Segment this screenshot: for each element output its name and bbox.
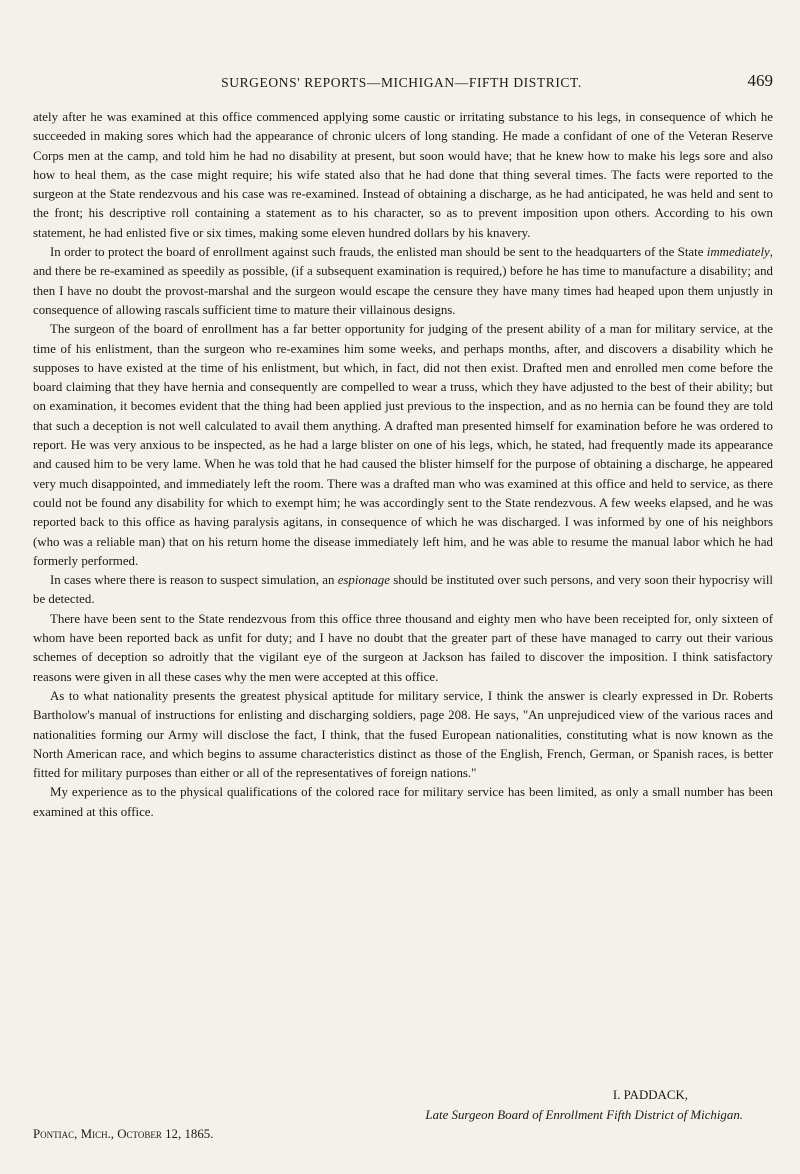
- page-number: 469: [747, 71, 773, 90]
- signature-name: I. PADDACK,: [612, 1088, 688, 1102]
- paragraph-3: The surgeon of the board of enrollment has a far better opportunity for judging of the present ability of a man for military service, at the time of his enlistment, than the surgeon who re-examines him some weeks, and perhaps months, after, and discovers a disability which he supposes to have existed at the time of his enlistment, but which, in fact, did not then exist. Drafted men and enrolled men come before the board claiming that they have hernia and consequently are compelled to wear a truss, which they have adjusted to the best of their ability; but on examination, it becomes evident that the thing had been applied just previous to the inspection, and as no hernia can be found they are told that such a deception is not well calculated to avail them anything. A drafted man presented himself for examination before he was ordered to report. He was very anxious to be inspected, as he had a large blister on one of his legs, which, he stated, had frequently made its appearance and caused him to be very lame. When he was told that he had caused the blister himself for the purpose of obtaining a discharge, he appeared very much disappointed, and immediately left the room. There was a drafted man who was examined at this office and held to service, as there could not be found any disability for which to exempt him; he was accordingly sent to the State rendezvous. A few weeks elapsed, and he was reported back to this office as having paralysis agitans, in consequence of which he was discharged. I was informed by one of his neighbors (who was a reliable man) that on his return home the disease immediately left him, and he was able to resume the manual labor which he had formerly performed.: [33, 322, 773, 568]
- emphasis-immediately: immediately: [706, 245, 770, 260]
- paragraph-4-text-a: In cases where there is reason to suspect simulation, an: [50, 573, 338, 588]
- paragraph-7: My experience as to the physical qualifications of the colored race for military service has been limited, as only a small number has been examined at this office.: [33, 785, 773, 819]
- paragraph-4: [33, 571, 773, 610]
- paragraph-2-text-b: , and there be re-examined as speedily as possible, (if a subsequent examination is required,) before he has time to manufacture a disability; and then I have no doubt the provost-marshal and the surgeon would escape the censure they have many times had heaped upon them unjustly in consequence of allowing rascals sufficient time to mature their villainous designs.: [33, 245, 773, 317]
- running-head: SURGEONS' REPORTS—MICHIGAN—FIFTH DISTRICT.: [221, 75, 582, 90]
- paragraph-6: As to what nationality presents the greatest physical aptitude for military service, I think the answer is clearly expressed in Dr. Roberts Bartholow's manual of instructions for enlisting and discharging soldiers, page 208. He says, "An unprejudiced view of the various races and nationalities forming our Army will disclose the fact, I think, that the fused European nationalities, constituting what is now known as the North American race, and which begins to assume characteristics distinct as those of the English, French, German, or Spanish races, is better fitted for military purposes than either or all of the representatives of foreign nations.": [33, 688, 773, 781]
- paragraph-5: There have been sent to the State rendezvous from this office three thousand and eighty men who have been receipted for, only sixteen of whom have been reported back as unfit for duty; and I have no doubt that the greater part of these have managed to carry out their various schemes of deception so adroitly that the vigilant eye of the surgeon at Jackson has failed to discover the imposition. I think satisfactory reasons were given in all these cases why the men were accepted at this office.: [33, 611, 773, 684]
- emphasis-espionage: espionage: [337, 573, 390, 588]
- place-and-date: Pontiac, Mich., October 12, 1865.: [33, 1127, 214, 1141]
- signature-title: Late Surgeon Board of Enrollment Fifth District of Michigan.: [425, 1108, 743, 1122]
- paragraph-1: ately after he was examined at this office commenced applying some caustic or irritating substance to his legs, in consequence of which he succeeded in making sores which had the appearance of chronic ulcers of long standing. He made a confidant of one of the Veteran Reserve Corps men at the camp, and told him he had no disability at present, but soon would have; that he knew how to make his legs sore and also how to heal them, as the case might require; his wife stated also that he had done that thing several times. The facts were reported to the surgeon at the State rendezvous and his case was re-examined. Instead of obtaining a discharge, as he had anticipated, he was held and sent to the front; his descriptive roll containing a statement as to his character, so as to prevent imposition upon others. According to his own statement, he had enlisted five or six times, making some eleven hundred dollars by his knavery.: [33, 110, 773, 240]
- paragraph-2: [33, 243, 773, 320]
- body-text: [33, 108, 773, 822]
- page-header: [30, 71, 773, 95]
- paragraph-4-text-b: should be instituted over such persons, and very soon their hypocrisy will be detected.: [33, 573, 773, 607]
- paragraph-2-text-a: In order to protect the board of enrollment against such frauds, the enlisted man should be sent to the headquarters of the State: [50, 245, 707, 260]
